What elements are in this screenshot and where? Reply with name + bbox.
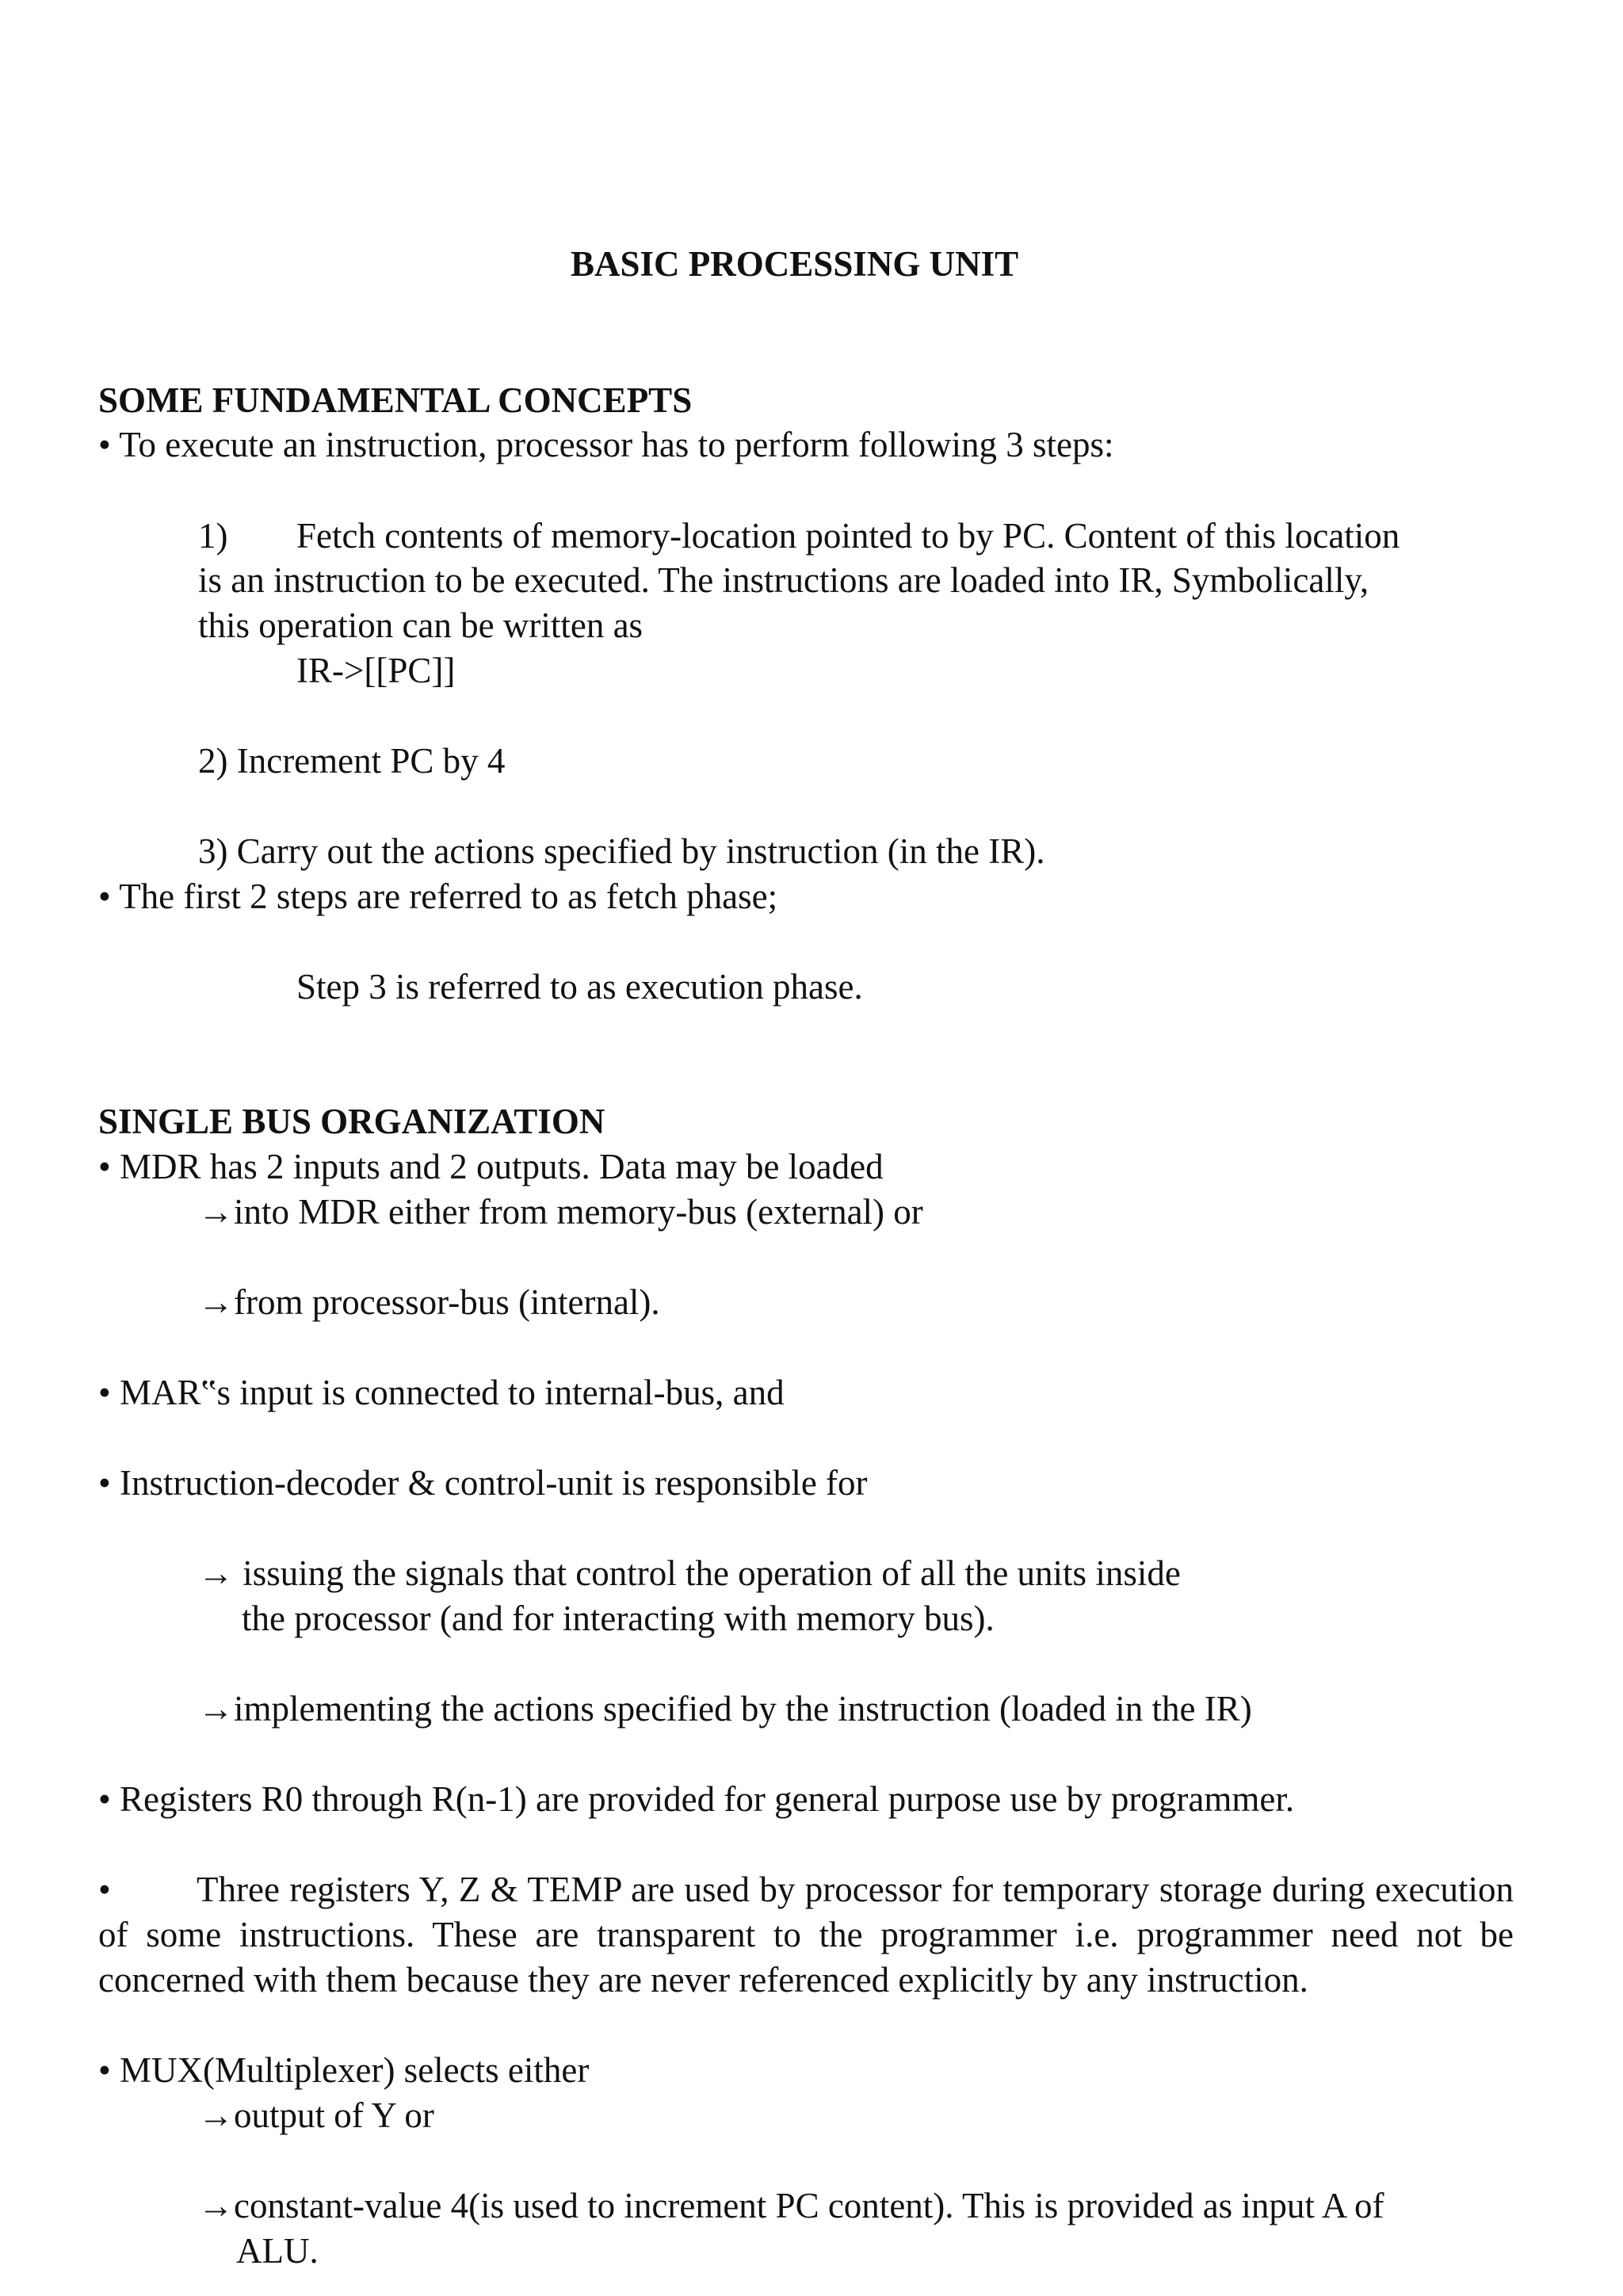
mdr-bullet: • MDR has 2 inputs and 2 outputs. Data may be loaded (98, 1147, 884, 1186)
step3: 3) Carry out the actions specified by instruction (in the IR). (198, 831, 1045, 871)
mdr-subitem-internal: →from processor-bus (internal). (198, 1282, 660, 1322)
decoder-subitem-signals-line2: the processor (and for interacting with memory bus). (242, 1599, 995, 1638)
execution-phase-note: Step 3 is referred to as execution phase. (296, 967, 863, 1007)
step1-formula: IR->[[PC]] (296, 651, 456, 690)
intro-bullet: • To execute an instruction, processor has to perform following 3 steps: (98, 425, 1114, 464)
decoder-subitem-signals-line1: → issuing the signals that control the operation of all the units inside (198, 1553, 1181, 1593)
mux-subitem-output-y: →output of Y or (198, 2095, 434, 2135)
page-title: BASIC PROCESSING UNIT (571, 244, 1019, 284)
fetch-phase-note: • The first 2 steps are referred to as fetch phase; (98, 877, 778, 916)
step1-line2: is an instruction to be executed. The instructions are loaded into IR, Symbolically, (198, 560, 1369, 600)
temp-registers-bullet-marker: • (98, 1870, 111, 1909)
step2: 2) Increment PC by 4 (198, 741, 506, 781)
step1-line1: Fetch contents of memory-location pointed to by PC. Content of this location (296, 516, 1400, 556)
section-heading-fundamental-concepts: SOME FUNDAMENTAL CONCEPTS (98, 380, 693, 420)
decoder-bullet: • Instruction-decoder & control-unit is responsible for (98, 1463, 868, 1503)
mux-subitem-constant-line1: →constant-value 4(is used to increment PC content). This is provided as input A of (198, 2186, 1384, 2225)
mux-subitem-constant-line2: ALU. (236, 2231, 319, 2271)
mdr-subitem-external: →into MDR either from memory-bus (external) or (198, 1192, 923, 1232)
temp-registers-paragraph: Three registers Y, Z & TEMP are used by processor for temporary storage during execution of some instructions. These are transparent to the programmer i.e. programmer need not be concerned with them because they are never referenced explicitly by any instruction. (98, 1870, 1514, 2000)
mux-bullet: • MUX(Multiplexer) selects either (98, 2050, 590, 2090)
section-heading-single-bus: SINGLE BUS ORGANIZATION (98, 1102, 605, 1141)
step1-line3: this operation can be written as (198, 606, 643, 645)
registers-bullet: • Registers R0 through R(n-1) are provided for general purpose use by programmer. (98, 1779, 1295, 1819)
mar-bullet: • MAR‟s input is connected to internal-bus, and (98, 1373, 785, 1412)
step1-number: 1) (198, 516, 228, 556)
decoder-subitem-implementing: →implementing the actions specified by the instruction (loaded in the IR) (198, 1689, 1252, 1729)
